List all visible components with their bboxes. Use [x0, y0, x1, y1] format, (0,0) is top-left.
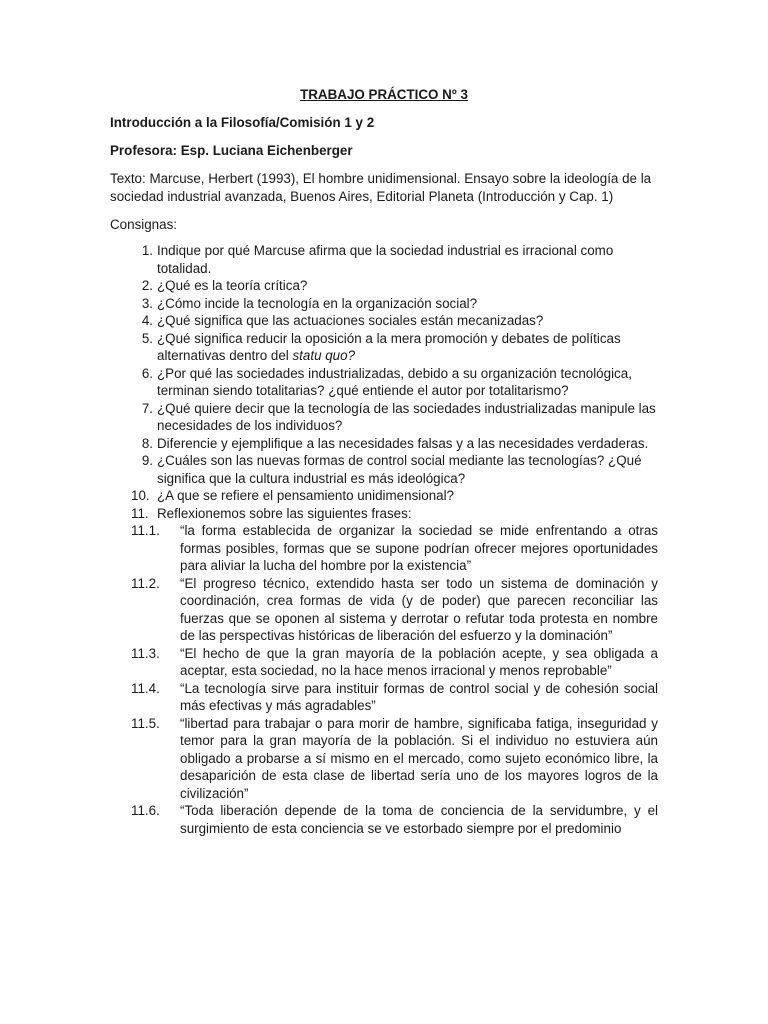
item-number: 10. — [131, 488, 150, 503]
item-text: Indique por qué Marcuse afirma que la sociedad industrial es irracional como totalidad. — [157, 243, 614, 276]
quote-item — [110, 645, 658, 680]
texto-paragraph: Texto: Marcuse, Herbert (1993), El hombre unidimensional. Ensayo sobre la ideología de la sociedad industrial avanzada, Buenos Aires, Editorial Planeta (Introducción y Cap. 1) — [110, 171, 652, 204]
professor-line: Profesora: Esp. Luciana Eichenberger — [110, 143, 353, 158]
item-number: 6. — [141, 365, 153, 381]
item-text: ¿Qué quiere decir que la tecnología de las sociedades industrializadas manipule las necesidades de los individuos? — [157, 400, 656, 433]
quote-item — [110, 802, 658, 837]
quote-item — [110, 522, 658, 575]
item-text: ¿Cómo incide la tecnología en la organización social? — [157, 295, 478, 311]
quote-item — [110, 575, 658, 645]
item-number: 8. — [141, 435, 153, 451]
item-number: 9. — [141, 453, 153, 468]
item-text: ¿Cuáles son las nuevas formas de control social mediante las tecnologías? ¿Qué significa que la cultura industrial es más ideológica? — [157, 453, 642, 486]
list-item — [110, 487, 658, 505]
item-text: Diferencie y ejemplifique a las necesidades falsas y a las necesidades verdaderas. — [157, 435, 649, 451]
quote-number: 11.1. — [131, 523, 160, 538]
list-item — [110, 435, 658, 453]
quote-number: 11.2. — [131, 575, 160, 591]
list-item — [110, 330, 658, 365]
page-title: TRABAJO PRÁCTICO Nº 3 — [300, 87, 468, 102]
quotes-list — [110, 522, 658, 837]
list-item — [110, 452, 658, 487]
item-text: ¿Qué significa que las actuaciones sociales están mecanizadas? — [157, 313, 544, 328]
quote-number: 11.6. — [131, 803, 160, 818]
questions-list — [110, 242, 658, 522]
quote-text: “El progreso técnico, extendido hasta ser todo un sistema de dominación y coordinación, crea formas de vida (y de poder) que parecen reconciliar las fuerzas que se oponen al sistema y derrotar o refutar toda protesta en nombre de las perspectivas históricas de liberación del esfuerzo y la dominación” — [180, 575, 658, 643]
item-number: 7. — [141, 400, 153, 416]
list-item — [110, 312, 658, 330]
list-item — [110, 400, 658, 435]
item-text: ¿A que se refiere el pensamiento unidimensional? — [157, 488, 455, 503]
course-line: Introducción a la Filosofía/Comisión 1 y 2 — [110, 115, 375, 130]
quote-item — [110, 680, 658, 715]
list-item — [110, 365, 658, 400]
list-item — [110, 277, 658, 295]
item-text — [155, 330, 658, 365]
item-text: ¿Qué es la teoría crítica? — [157, 278, 308, 293]
list-item — [110, 505, 658, 523]
item-number: 5. — [141, 330, 153, 346]
item-text: Reflexionemos sobre las siguientes frases: — [157, 505, 412, 521]
quote-item — [110, 715, 658, 803]
item-text: ¿Por qué las sociedades industrializadas, debido a su organización tecnológica, terminan siendo totalitarias? ¿qué entiende el autor por totalitarismo? — [157, 365, 632, 398]
quote-text: “libertad para trabajar o para morir de hambre, significaba fatiga, inseguridad y temor para la gran mayoría de la población. Si el individuo no estuviera aún obligado a probarse a sí mismo en el mercado, como sujeto económico libre, la desaparición de esta clase de libertad sería uno de los mayores logros de la civilización” — [180, 715, 658, 801]
item-text-main: ¿Qué significa reducir la oposición a la mera promoción y debates de políticas alternativas dentro del — [157, 330, 621, 363]
item-number: 4. — [141, 313, 153, 328]
consignas-label: Consignas: — [110, 217, 177, 232]
quote-text: “El hecho de que la gran mayoría de la población acepte, y sea obligada a aceptar, esta sociedad, no la hace menos irracional y menos reprobable” — [180, 645, 658, 678]
list-item — [110, 242, 658, 277]
list-item — [110, 295, 658, 313]
item-number: 3. — [141, 295, 153, 311]
quote-number: 11.5. — [131, 715, 160, 731]
item-number: 1. — [141, 243, 153, 258]
item-number: 2. — [141, 278, 153, 293]
quote-text: “La tecnología sirve para instituir formas de control social y de cohesión social más efectivas y más agradables” — [180, 680, 658, 713]
item-text-italic: statu quo? — [292, 348, 356, 363]
document-page — [110, 86, 658, 837]
quote-text: “Toda liberación depende de la toma de conciencia de la servidumbre, y el surgimiento de esta conciencia se ve estorbado siempre por el predominio — [180, 803, 658, 836]
item-number: 11. — [131, 505, 149, 521]
quote-number: 11.3. — [131, 645, 160, 661]
quote-number: 11.4. — [131, 680, 160, 696]
quote-text: “la forma establecida de organizar la sociedad se mide enfrentando a otras formas posibles, formas que se supone podrían ofrecer mejores oportunidades para aliviar la lucha del hombre por la existencia” — [180, 523, 658, 573]
